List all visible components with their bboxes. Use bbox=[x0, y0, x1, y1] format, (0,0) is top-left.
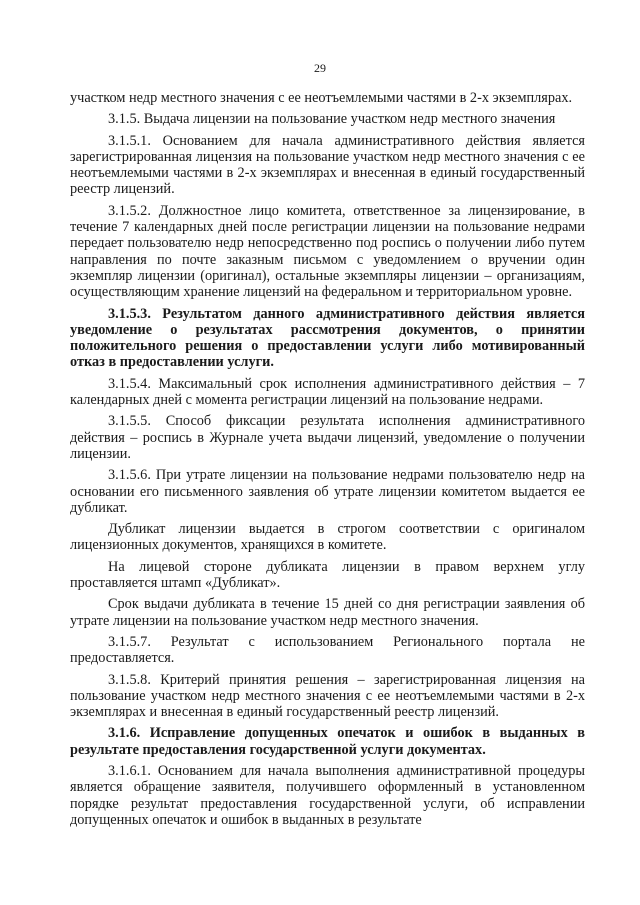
document-body bbox=[70, 90, 585, 833]
paragraph-3-1-6-1: 3.1.6.1. Основанием для начала выполнения административной процедуры является обращение заявителя, получившего оформленный в установленном порядке результат предоставления государственной услуги, об исправлении допущенных опечаток и ошибок в выданных в результате bbox=[70, 762, 585, 828]
paragraph-3-1-5-4: 3.1.5.4. Максимальный срок исполнения административного действия – 7 календарных дней с момента регистрации лицензий на пользование недрами. bbox=[70, 375, 585, 409]
paragraph-3-1-5-5: 3.1.5.5. Способ фиксации результата исполнения административного действия – роспись в Журнале учета выдачи лицензий, уведомление о получении лицензии. bbox=[70, 413, 585, 462]
paragraph-3-1-5-8: 3.1.5.8. Критерий принятия решения – зарегистрированная лицензия на пользование участком недр местного значения с ее неотъемлемыми частями в 2-х экземплярах и внесенная в единый государственный реестр лицензий. bbox=[70, 671, 585, 721]
paragraph-3-1-6: 3.1.6. Исправление допущенных опечаток и ошибок в выданных в результате предоставления государственной услуги документах. bbox=[70, 725, 585, 758]
paragraph-3-1-5-3: 3.1.5.3. Результатом данного административного действия является уведомление о результатах рассмотрения документов, о принятии положительного решения о предоставлении услуги либо мотивированный отказ в предоставлении услуги. bbox=[70, 305, 585, 371]
page-number: 29 bbox=[314, 61, 326, 75]
paragraph-duplicate-term: Срок выдачи дубликата в течение 15 дней со дня регистрации заявления об утрате лицензии на пользование участком недр местного значения. bbox=[70, 596, 585, 629]
paragraph-3-1-5-7: 3.1.5.7. Результат с использованием Регионального портала не предоставляется. bbox=[70, 633, 585, 667]
paragraph-3-1-5: 3.1.5. Выдача лицензии на пользование участком недр местного значения bbox=[108, 111, 556, 128]
paragraph-duplicate-issue: Дубликат лицензии выдается в строгом соответствии с оригиналом лицензионных документов, хранящихся в комитете. bbox=[70, 521, 585, 554]
paragraph-3-1-5-6: 3.1.5.6. При утрате лицензии на пользование недрами пользователю недр на основании его письменного заявления об утрате лицензии комитетом выдается ее дубликат. bbox=[70, 467, 585, 516]
paragraph-continuation: участком недр местного значения с ее неотъемлемыми частями в 2-х экземплярах. bbox=[70, 90, 573, 106]
paragraph-duplicate-stamp: На лицевой стороне дубликата лицензии в правом верхнем углу проставляется штамп «Дубликат». bbox=[70, 558, 585, 592]
paragraph-3-1-5-1: 3.1.5.1. Основанием для начала административного действия является зарегистрированная лицензия на пользование участком недр местного значения с ее неотъемлемыми частями в 2-х экземплярах и внесенная в единый государственный реестр лицензий. bbox=[70, 132, 585, 198]
paragraph-3-1-5-2: 3.1.5.2. Должностное лицо комитета, ответственное за лицензирование, в течение 7 календарных дней после регистрации лицензии на пользование недрами передает пользователю недр непосредственно под роспись о получении либо путем направления по почте заказным письмом с уведомлением о вручении один экземпляр лицензии (оригинал), остальные экземпляры лицензии – организациям, осуществляющим хранение лицензий на федеральном и территориальном уровне. bbox=[70, 202, 585, 301]
